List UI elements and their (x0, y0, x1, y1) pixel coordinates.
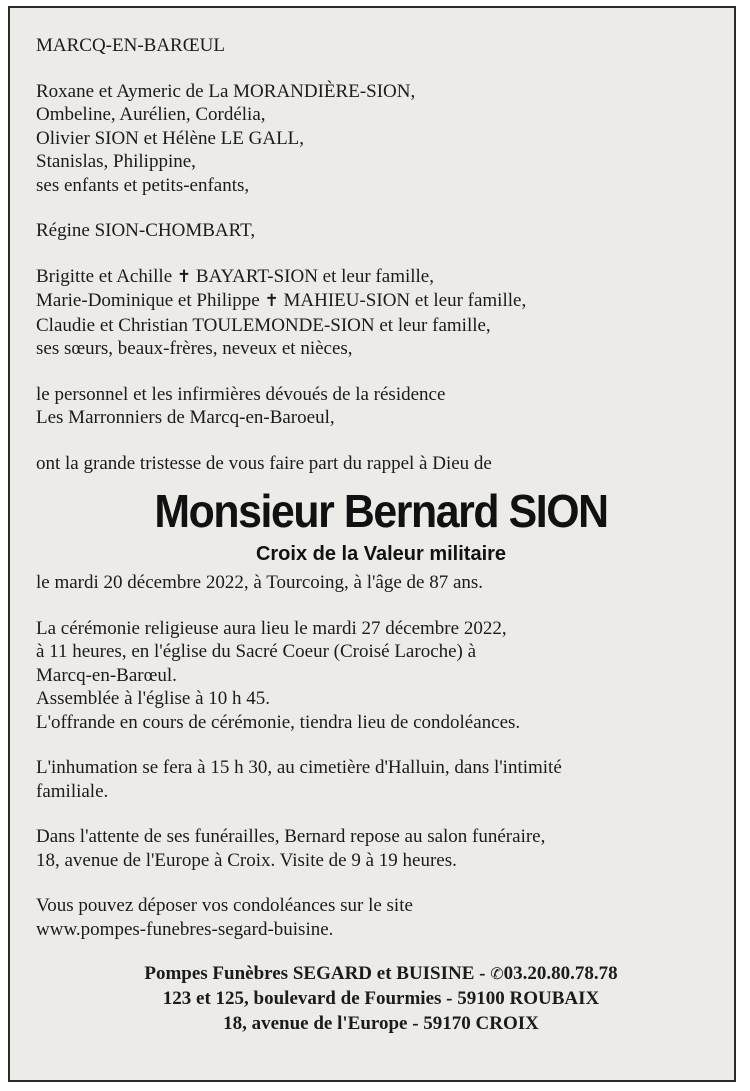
viewing-line: Dans l'attente de ses funérailles, Bernard repose au salon funéraire, (36, 826, 546, 847)
ceremony-block (36, 617, 726, 735)
obituary-frame (8, 6, 736, 1082)
honor-title: Croix de la Valeur militaire (255, 543, 507, 565)
burial-block (36, 756, 726, 803)
spouse-line: Régine SION-CHOMBART, (36, 220, 256, 241)
footer-company-line (36, 961, 726, 986)
viewing-line: 18, avenue de l'Europe à Croix. Visite de 9 à 19 heures. (36, 849, 457, 871)
company-name: Pompes Funèbres SEGARD et BUISINE - (144, 963, 491, 984)
death-info: le mardi 20 décembre 2022, à Tourcoing, à l'âge de 87 ans. (36, 572, 484, 593)
family-line (36, 265, 726, 290)
family-line: Roxane et Aymeric de La MORANDIÈRE-SION, (36, 80, 416, 102)
condolences-block (36, 894, 726, 941)
footer-address-1: 123 et 125, boulevard de Fourmies - 59100 ROUBAIX (162, 988, 600, 1009)
ceremony-line: L'offrande en cours de cérémonie, tiendra lieu de condoléances. (36, 711, 521, 733)
viewing-block (36, 825, 726, 872)
ceremony-line: à 11 heures, en l'église du Sacré Coeur (Croisé Laroche) à (36, 641, 477, 662)
burial-line: familiale. (36, 780, 109, 802)
ceremony-line: Assemblée à l'église à 10 h 45. (36, 688, 271, 709)
family-line: Ombeline, Aurélien, Cordélia, (36, 104, 266, 125)
condolences-link[interactable]: www.pompes-funebres-segard-buisine. (36, 918, 334, 940)
family-line (36, 289, 726, 314)
staff-line: Les Marronniers de Marcq-en-Baroeul, (36, 407, 335, 428)
family-line: Claudie et Christian TOULEMONDE-SION et leur famille, (36, 314, 491, 336)
family-line: ses enfants et petits-enfants, (36, 174, 250, 196)
ceremony-line: Marcq-en-Barœul. (36, 664, 177, 686)
announcement-line: ont la grande tristesse de vous faire part du rappel à Dieu de (36, 452, 492, 474)
siblings-block (36, 265, 726, 361)
family-text: MAHIEU-SION et leur famille, (278, 290, 527, 311)
staff-line: le personnel et les infirmières dévoués de la résidence (36, 383, 446, 405)
city-heading: MARCQ-EN-BARŒUL (36, 35, 225, 56)
family-text: Marie-Dominique et Philippe (36, 290, 265, 311)
staff-block (36, 383, 726, 430)
ceremony-line: La cérémonie religieuse aura lieu le mardi 27 décembre 2022, (36, 617, 507, 639)
children-block (36, 80, 726, 198)
family-line: ses sœurs, beaux-frères, neveux et nièces, (36, 338, 353, 359)
condolences-line: Vous pouvez déposer vos condoléances sur le site (36, 895, 413, 916)
footer-address-2: 18, avenue de l'Europe - 59170 CROIX (223, 1013, 539, 1034)
funeral-home-footer (36, 961, 726, 1036)
cross-icon: ✝ (176, 266, 192, 287)
family-line: Stanislas, Philippine, (36, 151, 196, 172)
cross-icon: ✝ (264, 291, 279, 311)
family-text: Brigitte et Achille (36, 265, 177, 287)
phone-icon: ✆ (490, 964, 504, 983)
family-line: Olivier SION et Hélène LE GALL, (36, 127, 305, 149)
family-text: BAYART-SION et leur famille, (191, 265, 434, 287)
obituary-content (36, 34, 726, 1036)
phone-number[interactable]: 03.20.80.78.78 (503, 963, 618, 984)
deceased-name: Monsieur Bernard SION (154, 485, 608, 537)
burial-line: L'inhumation se fera à 15 h 30, au cimetière d'Halluin, dans l'intimité (36, 757, 562, 778)
